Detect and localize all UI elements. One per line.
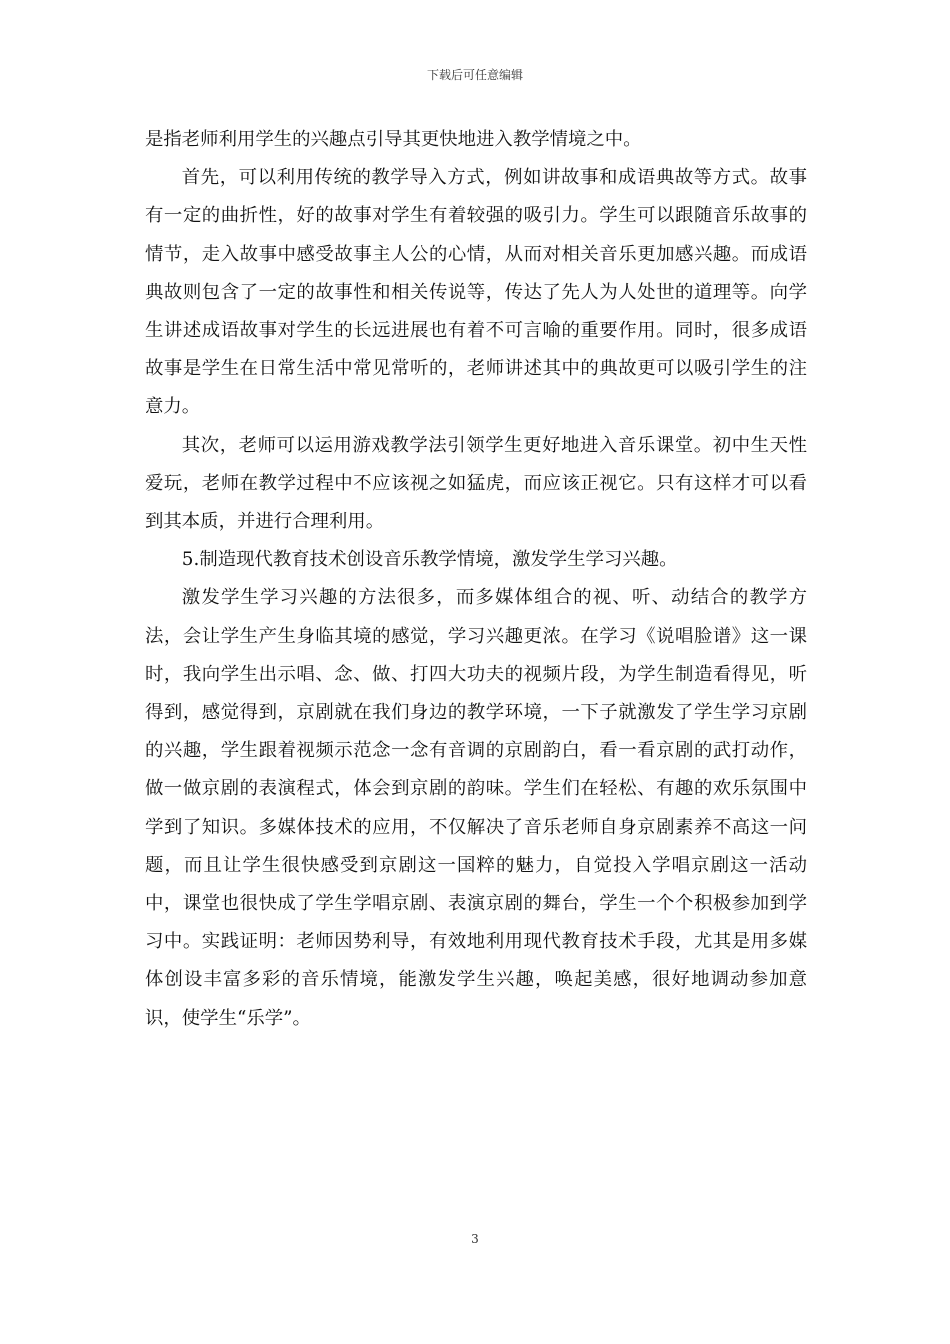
page-header: 下载后可任意编辑 [426,68,523,82]
paragraph-second-method: 其次，老师可以运用游戏教学法引领学生更好地进入音乐课堂。初中生天性爱玩，老师在教学过程中不应该视之如猛虎，而应该正视它。只有这样才可以看到其本质，并进行合理利用。 [145,434,807,533]
page-number: 3 [471,1232,479,1246]
section-heading: 5.制造现代教育技术创设音乐教学情境，激发学生学习兴趣。 [181,549,678,571]
paragraph-first-method: 首先，可以利用传统的教学导入方式，例如讲故事和成语典故等方式。故事有一定的曲折性，好的故事对学生有着较强的吸引力。学生可以跟随音乐故事的情节，走入故事中感受故事主人公的心情，从而对相关音乐更加感兴趣。而成语典故则包含了一定的故事性和相关传说等，传达了先人为人处世的道理等。向学生讲述成语故事对学生的长远进展也有着不可言喻的重要作用。同时，很多成语故事是学生在日常生活中常见常听的，老师讲述其中的典故更可以吸引学生的注意力。 [145,167,807,418]
body-text [145,121,807,1038]
paragraph-multimedia: 激发学生学习兴趣的方法很多，而多媒体组合的视、听、动结合的教学方法，会让学生产生身临其境的感觉，学习兴趣更浓。在学习《说唱脸谱》这一课时，我向学生出示唱、念、做、打四大功夫的视频片段，为学生制造看得见，听得到，感觉得到，京剧就在我们身边的教学环境，一下子就激发了学生学习京剧的兴趣，学生跟着视频示范念一念有音调的京剧韵白，看一看京剧的武打动作，做一做京剧的表演程式，体会到京剧的韵味。学生们在轻松、有趣的欢乐氛围中学到了知识。多媒体技术的应用，不仅解决了音乐老师自身京剧素养不高这一问题，而且让学生很快感受到京剧这一国粹的魅力，自觉投入学唱京剧这一活动中，课堂也很快成了学生学唱京剧、表演京剧的舞台，学生一个个积极参加到学习中。实践证明：老师因势利导，有效地利用现代教育技术手段，尤其是用多媒体创设丰富多彩的音乐情境，能激发学生兴趣，唤起美感，很好地调动参加意识，使学生“乐学”。 [145,587,807,1029]
paragraph-continuation: 是指老师利用学生的兴趣点引导其更快地进入教学情境之中。 [145,129,642,150]
